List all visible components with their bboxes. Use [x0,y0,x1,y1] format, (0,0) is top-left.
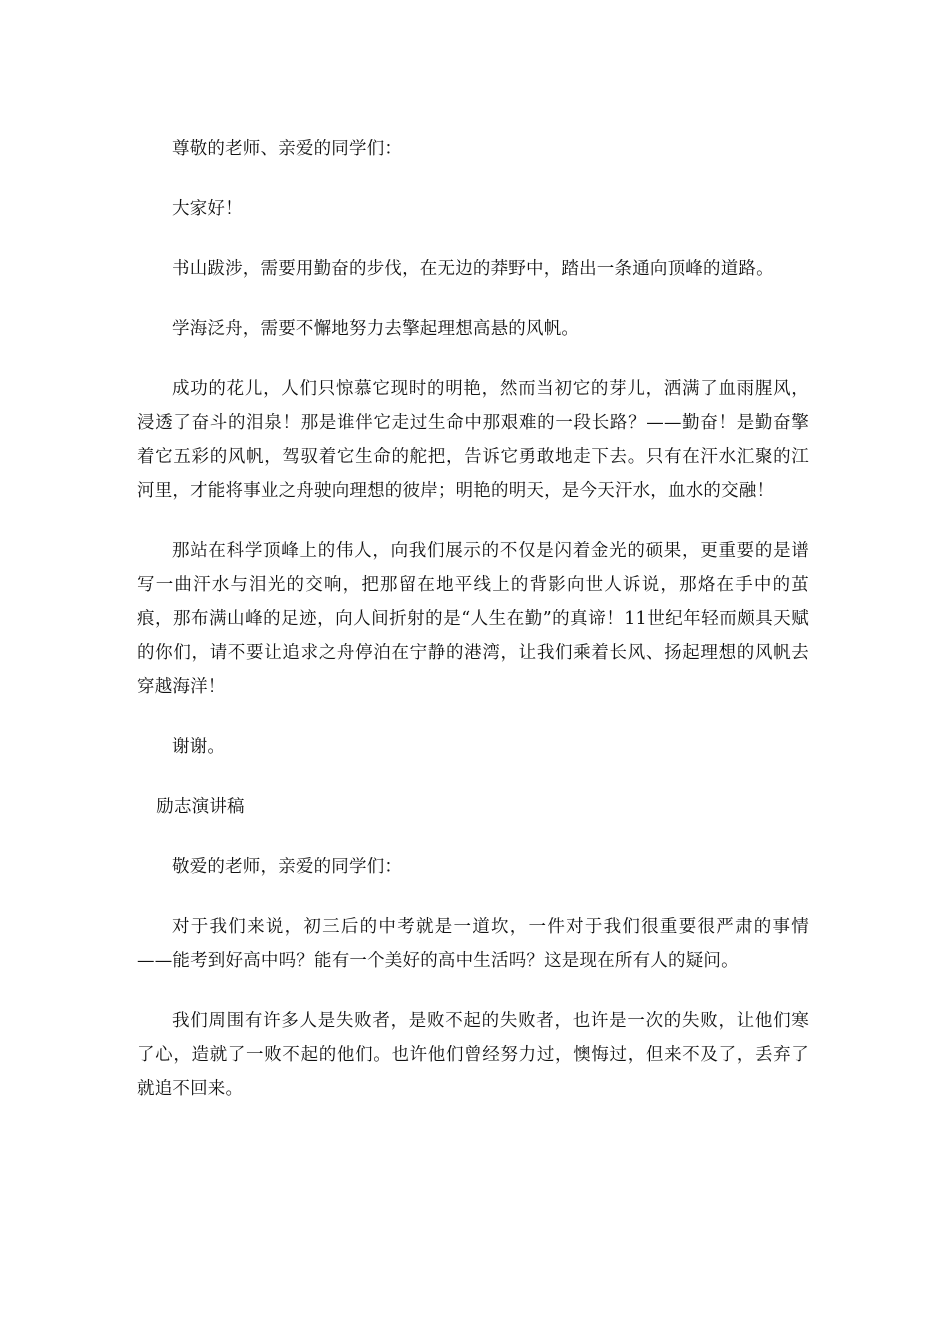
body-paragraph: 成功的花儿，人们只惊慕它现时的明艳，然而当初它的芽儿，洒满了血雨腥风，浸透了奋斗的泪泉！那是谁伴它走过生命中那艰难的一段长路？——勤奋！是勤奋擎着它五彩的风帆，驾驭着它生命的舵把，告诉它勇敢地走下去。只有在汗水汇聚的江河里，才能将事业之舟驶向理想的彼岸；明艳的明天，是今天汗水，血水的交融！ [137,379,809,501]
closing: 谢谢。 [172,737,226,757]
greeting: 大家好！ [172,199,243,219]
section-title: 励志演讲稿 [156,797,245,817]
body-paragraph: 我们周围有许多人是失败者，是败不起的失败者，也许是一次的失败，让他们寒了心，造就了一败不起的他们。也许他们曾经努力过，懊悔过，但来不及了，丢弃了就追不回来。 [137,1011,809,1099]
salutation-2: 敬爱的老师，亲爱的同学们： [172,857,403,877]
body-paragraph: 那站在科学顶峰上的伟人，向我们展示的不仅是闪着金光的硕果，更重要的是谱写一曲汗水与泪光的交响，把那留在地平线上的背影向世人诉说，那烙在手中的茧痕，那布满山峰的足迹，向人间折射的是“人生在勤”的真谛！11世纪年轻而颇具天赋的你们，请不要让追求之舟停泊在宁静的港湾，让我们乘着长风、扬起理想的风帆去穿越海洋！ [137,541,809,697]
salutation: 尊敬的老师、亲爱的同学们： [172,139,403,159]
body-paragraph: 学海泛舟，需要不懈地努力去擎起理想高悬的风帆。 [172,319,580,339]
body-paragraph: 书山跋涉，需要用勤奋的步伐，在无边的莽野中，踏出一条通向顶峰的道路。 [172,259,774,279]
document-page [137,132,809,1132]
body-paragraph: 对于我们来说，初三后的中考就是一道坎，一件对于我们很重要很严肃的事情——能考到好高中吗？能有一个美好的高中生活吗？这是现在所有人的疑问。 [137,917,809,971]
